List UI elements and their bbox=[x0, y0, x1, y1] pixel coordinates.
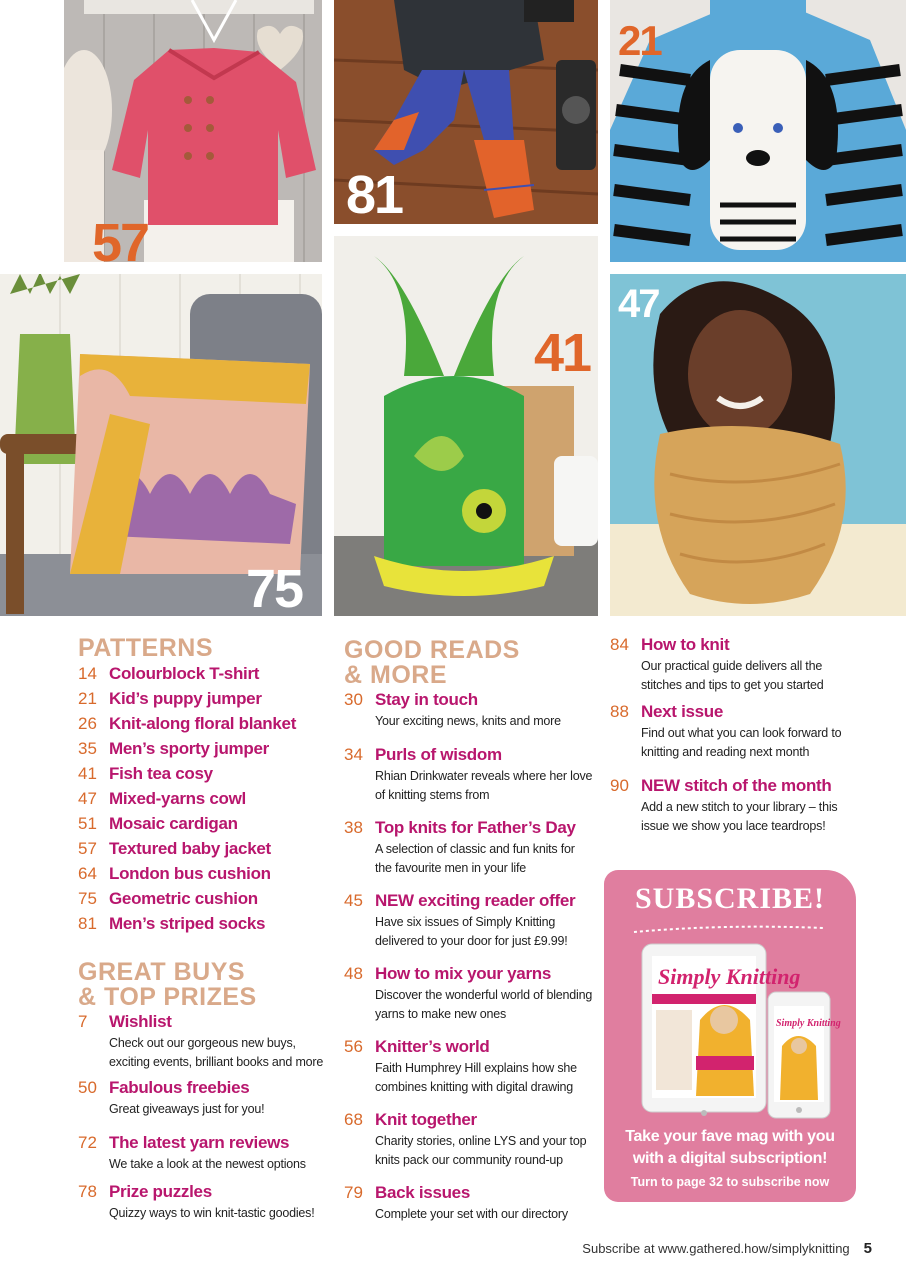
more-item-head bbox=[610, 702, 860, 722]
pattern-item[interactable] bbox=[78, 889, 296, 914]
great-buys-item[interactable] bbox=[78, 1182, 333, 1223]
great-buys-title: The latest yarn reviews bbox=[109, 1133, 290, 1152]
pattern-page-number: 26 bbox=[78, 714, 97, 733]
great-buys-item[interactable] bbox=[78, 1078, 333, 1119]
photo-mixed-yarns-cowl bbox=[610, 274, 906, 616]
patterns-list bbox=[78, 664, 296, 939]
good-reads-item-head bbox=[344, 1110, 594, 1130]
subscribe-title: SUBSCRIBE! bbox=[634, 882, 826, 915]
good-reads-page-number: 30 bbox=[344, 690, 363, 709]
pattern-title: London bus cushion bbox=[109, 864, 271, 883]
pattern-title: Textured baby jacket bbox=[109, 839, 271, 858]
more-title: Next issue bbox=[641, 702, 724, 721]
good-reads-description: Rhian Drinkwater reveals where her love of knitting stems from bbox=[375, 769, 593, 802]
good-reads-page-number: 34 bbox=[344, 745, 363, 764]
great-buys-page-number: 72 bbox=[78, 1133, 97, 1152]
good-reads-title: Back issues bbox=[375, 1183, 470, 1202]
great-buys-item[interactable] bbox=[78, 1012, 333, 1072]
pattern-page-number: 47 bbox=[78, 789, 97, 808]
good-reads-item[interactable] bbox=[344, 1183, 594, 1224]
phone-mag-title: Simply Knitting bbox=[776, 1018, 841, 1029]
great-buys-heading-line2: & TOP PRIZES bbox=[78, 983, 257, 1011]
pattern-item[interactable] bbox=[78, 689, 296, 714]
great-buys-item-head bbox=[78, 1182, 333, 1202]
good-reads-description: Charity stories, online LYS and your top knits pack our community round-up bbox=[375, 1134, 587, 1167]
great-buys-title: Wishlist bbox=[109, 1012, 172, 1031]
great-buys-title: Prize puzzles bbox=[109, 1182, 212, 1201]
pattern-title: Mosaic cardigan bbox=[109, 814, 238, 833]
pattern-item[interactable] bbox=[78, 814, 296, 839]
footer-subscribe-link[interactable]: Subscribe at www.gathered.how/simplyknitting bbox=[582, 1241, 850, 1256]
good-reads-title: Stay in touch bbox=[375, 690, 478, 709]
good-reads-description: Discover the wonderful world of blending yarns to make new ones bbox=[375, 988, 593, 1021]
tablet-mag-title: Simply Knitting bbox=[658, 964, 801, 989]
good-reads-page-number: 68 bbox=[344, 1110, 363, 1129]
great-buys-description: Great giveaways just for you! bbox=[109, 1102, 265, 1116]
fish-cosy-illustration bbox=[334, 236, 598, 616]
good-reads-heading-line2: & MORE bbox=[344, 661, 447, 689]
good-reads-title: Purls of wisdom bbox=[375, 745, 502, 764]
good-reads-item-head bbox=[344, 964, 594, 984]
photo-baby-jacket bbox=[64, 0, 322, 262]
pattern-title: Geometric cushion bbox=[109, 889, 258, 908]
page-number-21: 21 bbox=[618, 17, 661, 64]
more-page-number: 90 bbox=[610, 776, 629, 795]
page-number-75: 75 bbox=[246, 559, 303, 616]
pattern-page-number: 64 bbox=[78, 864, 97, 883]
more-page-number: 84 bbox=[610, 635, 629, 654]
good-reads-title: NEW exciting reader offer bbox=[375, 891, 576, 910]
page-number-57: 57 bbox=[92, 213, 149, 262]
subscribe-tagline-line2: with a digital subscription! bbox=[632, 1150, 828, 1167]
more-item-head bbox=[610, 635, 860, 655]
good-reads-item-head bbox=[344, 1183, 594, 1203]
good-reads-heading bbox=[344, 638, 520, 688]
pattern-title: Knit-along floral blanket bbox=[109, 714, 297, 733]
pattern-title: Fish tea cosy bbox=[109, 764, 213, 783]
more-item-head bbox=[610, 776, 860, 796]
pattern-item[interactable] bbox=[78, 739, 296, 764]
more-page-number: 88 bbox=[610, 702, 629, 721]
subscribe-cta[interactable]: Turn to page 32 to subscribe now bbox=[630, 1175, 830, 1189]
pattern-title: Colourblock T-shirt bbox=[109, 664, 260, 683]
good-reads-item[interactable] bbox=[344, 964, 594, 1024]
good-reads-item-head bbox=[344, 1037, 594, 1057]
pattern-item[interactable] bbox=[78, 714, 296, 739]
great-buys-description: Check out our gorgeous new buys, exciting events, brilliant books and more bbox=[109, 1036, 324, 1069]
good-reads-item[interactable] bbox=[344, 745, 594, 805]
good-reads-item-head bbox=[344, 745, 594, 765]
good-reads-title: Top knits for Father’s Day bbox=[375, 818, 576, 837]
pattern-item[interactable] bbox=[78, 864, 296, 889]
footer bbox=[582, 1240, 872, 1257]
photo-geometric-cushion bbox=[0, 274, 322, 616]
good-reads-item[interactable] bbox=[344, 818, 594, 878]
pattern-title: Kid’s puppy jumper bbox=[109, 689, 262, 708]
great-buys-page-number: 7 bbox=[78, 1012, 88, 1031]
good-reads-item[interactable] bbox=[344, 690, 594, 731]
page-number-47: 47 bbox=[618, 282, 659, 326]
good-reads-title: Knitter’s world bbox=[375, 1037, 490, 1056]
pattern-page-number: 14 bbox=[78, 664, 97, 683]
good-reads-item-head bbox=[344, 690, 594, 710]
good-reads-description: Complete your set with our directory bbox=[375, 1207, 568, 1221]
more-description: Add a new stitch to your library – this issue we show you lace teardrops! bbox=[641, 800, 838, 833]
pattern-page-number: 75 bbox=[78, 889, 97, 908]
great-buys-heading bbox=[78, 960, 257, 1010]
pattern-item[interactable] bbox=[78, 664, 296, 689]
page-number-81: 81 bbox=[346, 165, 403, 224]
photo-fish-tea-cosy bbox=[334, 236, 598, 616]
page-number-41: 41 bbox=[534, 323, 591, 383]
more-description: Our practical guide delivers all the stitches and tips to get you started bbox=[641, 659, 824, 692]
pattern-page-number: 51 bbox=[78, 814, 97, 833]
great-buys-description: Quizzy ways to win knit-tastic goodies! bbox=[109, 1206, 315, 1220]
good-reads-page-number: 38 bbox=[344, 818, 363, 837]
pattern-title: Mixed-yarns cowl bbox=[109, 789, 246, 808]
great-buys-item-head bbox=[78, 1012, 333, 1032]
great-buys-item[interactable] bbox=[78, 1133, 333, 1174]
good-reads-page-number: 56 bbox=[344, 1037, 363, 1056]
good-reads-description: Your exciting news, knits and more bbox=[375, 714, 561, 728]
subscribe-tagline bbox=[604, 1126, 856, 1170]
good-reads-page-number: 79 bbox=[344, 1183, 363, 1202]
more-title: NEW stitch of the month bbox=[641, 776, 832, 795]
pattern-item[interactable] bbox=[78, 789, 296, 814]
good-reads-description: Faith Humphrey Hill explains how she combines knitting with digital drawing bbox=[375, 1061, 577, 1094]
good-reads-heading-line1: GOOD READS bbox=[344, 636, 520, 664]
good-reads-title: How to mix your yarns bbox=[375, 964, 552, 983]
more-description: Find out what you can look forward to knitting and reading next month bbox=[641, 726, 842, 759]
patterns-heading: PATTERNS bbox=[78, 634, 214, 662]
good-reads-title: Knit together bbox=[375, 1110, 477, 1129]
good-reads-page-number: 48 bbox=[344, 964, 363, 983]
pattern-item[interactable] bbox=[78, 764, 296, 789]
pattern-page-number: 21 bbox=[78, 689, 97, 708]
great-buys-title: Fabulous freebies bbox=[109, 1078, 250, 1097]
great-buys-heading-line1: GREAT BUYS bbox=[78, 958, 246, 986]
great-buys-page-number: 78 bbox=[78, 1182, 97, 1201]
good-reads-page-number: 45 bbox=[344, 891, 363, 910]
great-buys-description: We take a look at the newest options bbox=[109, 1157, 306, 1171]
more-item[interactable] bbox=[610, 776, 860, 836]
good-reads-item-head bbox=[344, 891, 594, 911]
great-buys-item-head bbox=[78, 1078, 333, 1098]
good-reads-item[interactable] bbox=[344, 1037, 594, 1097]
good-reads-item[interactable] bbox=[344, 1110, 594, 1170]
subscribe-box[interactable] bbox=[604, 870, 856, 1202]
pattern-item[interactable] bbox=[78, 914, 296, 939]
great-buys-page-number: 50 bbox=[78, 1078, 97, 1097]
good-reads-description: A selection of classic and fun knits for the favourite men in your life bbox=[375, 842, 575, 875]
pattern-page-number: 35 bbox=[78, 739, 97, 758]
pattern-page-number: 81 bbox=[78, 914, 97, 933]
good-reads-description: Have six issues of Simply Knitting delivered to your door for just £9.99! bbox=[375, 915, 568, 948]
more-title: How to knit bbox=[641, 635, 730, 654]
pattern-page-number: 57 bbox=[78, 839, 97, 858]
photo-puppy-jumper bbox=[610, 0, 906, 262]
great-buys-item-head bbox=[78, 1133, 333, 1153]
subscribe-tagline-line1: Take your fave mag with you bbox=[625, 1128, 835, 1145]
more-item[interactable] bbox=[610, 702, 860, 762]
pattern-title: Men’s sporty jumper bbox=[109, 739, 269, 758]
photo-striped-socks bbox=[334, 0, 598, 224]
page-number: 5 bbox=[863, 1240, 872, 1257]
pattern-item[interactable] bbox=[78, 839, 296, 864]
good-reads-item[interactable] bbox=[344, 891, 594, 951]
pattern-title: Men’s striped socks bbox=[109, 914, 266, 933]
good-reads-item-head bbox=[344, 818, 594, 838]
pattern-page-number: 41 bbox=[78, 764, 97, 783]
more-item[interactable] bbox=[610, 635, 860, 695]
